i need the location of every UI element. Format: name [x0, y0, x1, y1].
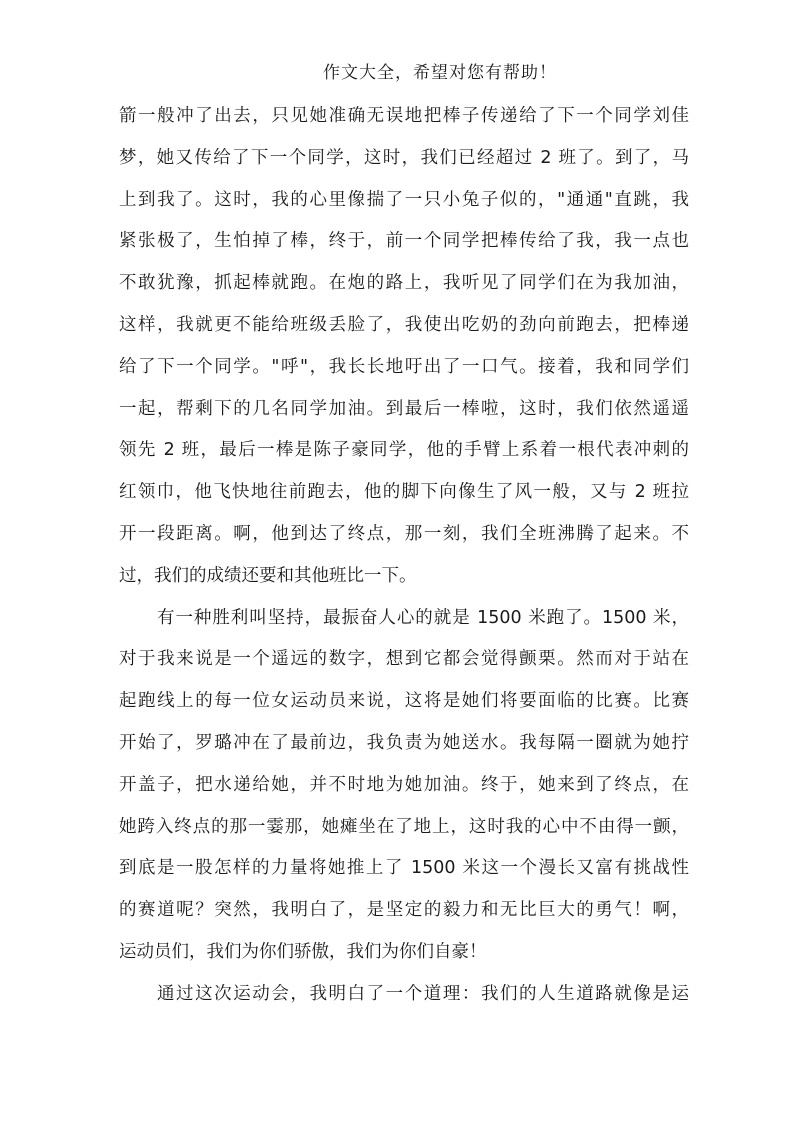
text-line: 她跨入终点的那一霎那，她瘫坐在了地上，这时我的心中不由得一颤， [119, 816, 689, 837]
text-line: 箭一般冲了出去，只见她准确无误地把棒子传递给了下一个同学刘佳 [119, 106, 689, 126]
text-line: 给了下一个同学。"呼"，我长长地吁出了一口气。接着，我和同学们 [119, 356, 689, 377]
text-line: 对于我来说是一个遥远的数字，想到它都会觉得颤栗。然而对于站在 [119, 649, 689, 670]
text-line: 上到我了。这时，我的心里像揣了一只小兔子似的，"通通"直跳，我 [119, 189, 689, 210]
text-line: 到底是一股怎样的力量将她推上了 1500 米这一个漫长又富有挑战性 [119, 858, 689, 879]
text-line: 领先 2 班，最后一棒是陈子豪同学，他的手臂上系着一根代表冲刺的 [119, 440, 689, 461]
page-header: 作文大全，希望对您有帮助！ [323, 63, 557, 83]
text-line: 这样，我就更不能给班级丢脸了，我使出吃奶的劲向前跑去，把棒递 [119, 314, 689, 335]
text-line: 开盖子，把水递给她，并不时地为她加油。终于，她来到了终点，在 [119, 774, 689, 795]
text-line: 一起，帮剩下的几名同学加油。到最后一棒啦，这时，我们依然遥遥 [119, 398, 689, 419]
text-line: 梦，她又传给了下一个同学，这时，我们已经超过 2 班了。到了，马 [119, 147, 689, 168]
text-line: 有一种胜利叫坚持，最振奋人心的就是 1500 米跑了。1500 米， [157, 607, 689, 628]
paragraph-3 [119, 974, 689, 1016]
text-line: 开一段距离。啊，他到达了终点，那一刻，我们全班沸腾了起来。不 [119, 523, 689, 544]
paragraph-1 [119, 96, 689, 598]
text-line: 的赛道呢？突然，我明白了，是坚定的毅力和无比巨大的勇气！啊， [119, 900, 689, 921]
paragraph-2 [119, 598, 689, 974]
text-line: 通过这次运动会，我明白了一个道理：我们的人生道路就像是运 [157, 983, 689, 1004]
text-line: 过，我们的成绩还要和其他班比一下。 [119, 565, 417, 586]
text-line: 红领巾，他飞快地往前跑去，他的脚下向像生了风一般，又与 2 班拉 [119, 482, 689, 503]
text-line: 开始了，罗璐冲在了最前边，我负责为她送水。我每隔一圈就为她拧 [119, 732, 689, 753]
text-line: 起跑线上的每一位女运动员来说，这将是她们将要面临的比赛。比赛 [119, 691, 689, 712]
text-line: 不敢犹豫，抓起棒就跑。在炮的路上，我听见了同学们在为我加油， [119, 273, 689, 294]
text-line: 运动员们，我们为你们骄傲，我们为你们自豪！ [119, 941, 487, 962]
text-line: 紧张极了，生怕掉了棒，终于，前一个同学把棒传给了我，我一点也 [119, 231, 689, 252]
essay-body [119, 96, 689, 1016]
